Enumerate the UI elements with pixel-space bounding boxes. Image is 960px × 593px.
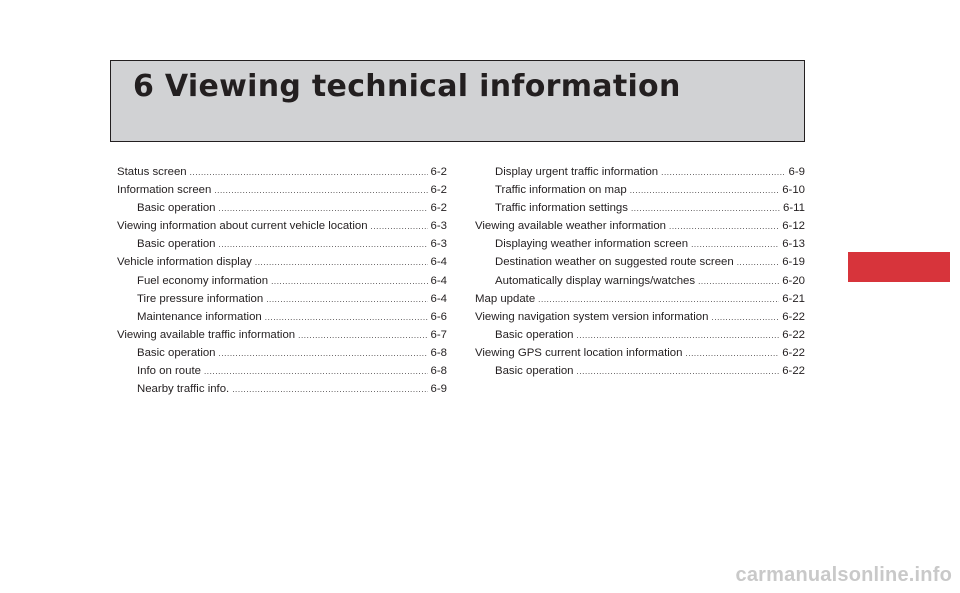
- toc-entry-page: 6-9: [430, 383, 447, 396]
- toc-entry-label: Display urgent traffic information: [495, 166, 659, 178]
- toc-leader-dots: [685, 345, 779, 363]
- toc-leader-dots: [190, 164, 428, 182]
- toc-entry-page: 6-12: [782, 220, 805, 233]
- toc-entry-label: Status screen: [117, 166, 187, 178]
- toc-entry-page: 6-8: [430, 346, 447, 359]
- toc-leader-dots: [255, 254, 428, 272]
- toc-right-column: [475, 163, 805, 380]
- toc-entry-label: Traffic information on map: [495, 184, 627, 197]
- toc-entry-label: Viewing available traffic information: [117, 328, 296, 341]
- toc-entry-page: 6-21: [782, 292, 805, 305]
- toc-subentry[interactable]: [475, 181, 805, 199]
- toc-entry-label: Destination weather on suggested route screen: [495, 256, 734, 269]
- watermark: carmanualsonline.info: [735, 564, 952, 586]
- toc-subentry[interactable]: [475, 163, 805, 181]
- toc-subentry[interactable]: [117, 235, 447, 253]
- toc-entry-label: Basic operation: [137, 238, 216, 251]
- toc-entry[interactable]: [475, 217, 805, 235]
- toc-entry-label: Basic operation: [137, 346, 216, 359]
- toc-leader-dots: [266, 291, 427, 309]
- toc-entry-page: 6-7: [430, 328, 447, 341]
- toc-entry-label: Basic operation: [495, 365, 574, 378]
- toc-entry-label: Displaying weather information screen: [495, 238, 689, 251]
- toc-subentry[interactable]: [117, 272, 447, 290]
- toc-entry-label: Information screen: [117, 184, 212, 197]
- toc-entry-page: 6-11: [783, 202, 805, 215]
- toc-entry-page: 6-2: [430, 184, 447, 197]
- toc-entry-label: Viewing navigation system version information: [475, 310, 709, 323]
- toc-entry-page: 6-4: [430, 292, 447, 305]
- toc-leader-dots: [661, 164, 785, 182]
- toc-leader-dots: [538, 291, 779, 309]
- toc-entry-label: Info on route: [137, 365, 201, 378]
- toc-leader-dots: [698, 273, 779, 291]
- toc-entry-page: 6-19: [782, 256, 805, 269]
- toc-entry-page: 6-22: [782, 310, 805, 323]
- toc-entry-page: 6-3: [430, 238, 447, 251]
- toc-entry-label: Basic operation: [495, 328, 574, 341]
- toc-entry-label: Viewing GPS current location information: [475, 346, 683, 359]
- toc-entry-label: Fuel economy information: [137, 274, 269, 287]
- toc-leader-dots: [630, 182, 780, 200]
- toc-subentry[interactable]: [475, 326, 805, 344]
- toc-entry-page: 6-9: [788, 166, 805, 178]
- toc-entry-label: Nearby traffic info.: [137, 383, 230, 396]
- toc-leader-dots: [265, 309, 428, 327]
- toc-leader-dots: [737, 254, 779, 272]
- toc-subentry[interactable]: [475, 235, 805, 253]
- toc-entry[interactable]: [475, 308, 805, 326]
- chapter-title-box: [110, 60, 805, 142]
- toc-leader-dots: [577, 363, 780, 381]
- toc-subentry[interactable]: [475, 362, 805, 380]
- toc-entry-page: 6-22: [782, 346, 805, 359]
- toc-entry-label: Viewing available weather information: [475, 220, 667, 233]
- toc-subentry[interactable]: [117, 344, 447, 362]
- toc-entry-page: 6-10: [782, 184, 805, 197]
- toc-subentry[interactable]: [475, 199, 805, 217]
- toc-subentry[interactable]: [475, 253, 805, 271]
- toc-entry-page: 6-13: [782, 238, 805, 251]
- toc-leader-dots: [232, 381, 427, 399]
- toc-entry[interactable]: [117, 163, 447, 181]
- toc-subentry[interactable]: [117, 290, 447, 308]
- toc-entry-page: 6-22: [782, 328, 805, 341]
- toc-leader-dots: [371, 218, 428, 236]
- toc-subentry[interactable]: [117, 308, 447, 326]
- toc-leader-dots: [691, 236, 779, 254]
- toc-leader-dots: [298, 327, 427, 345]
- toc-entry-label: Maintenance information: [137, 310, 262, 323]
- toc-entry[interactable]: [117, 217, 447, 235]
- toc-entry[interactable]: [475, 290, 805, 308]
- toc-entry[interactable]: [475, 344, 805, 362]
- toc-leader-dots: [219, 236, 428, 254]
- toc-subentry[interactable]: [117, 199, 447, 217]
- toc-subentry[interactable]: [117, 380, 447, 398]
- toc-entry-page: 6-3: [430, 220, 447, 233]
- toc-leader-dots: [271, 273, 427, 291]
- toc-entry-page: 6-4: [430, 256, 447, 269]
- toc-entry-label: Vehicle information display: [117, 256, 252, 269]
- toc-leader-dots: [204, 363, 428, 381]
- toc-entry-page: 6-6: [430, 310, 447, 323]
- toc-entry[interactable]: [117, 253, 447, 271]
- toc-entry[interactable]: [117, 181, 447, 199]
- toc-entry[interactable]: [117, 326, 447, 344]
- toc-entry-label: Traffic information settings: [495, 202, 628, 215]
- toc-leader-dots: [214, 182, 427, 200]
- toc-entry-label: Viewing information about current vehicle location: [117, 220, 368, 233]
- toc-entry-page: 6-2: [430, 166, 447, 178]
- toc-leader-dots: [711, 309, 779, 327]
- toc-entry-page: 6-2: [430, 202, 447, 215]
- toc-entry-page: 6-20: [782, 274, 805, 287]
- toc-leader-dots: [219, 345, 428, 363]
- toc-leader-dots: [577, 327, 780, 345]
- toc-subentry[interactable]: [475, 272, 805, 290]
- toc-leader-dots: [669, 218, 779, 236]
- toc-entry-page: 6-8: [430, 365, 447, 378]
- toc-leader-dots: [631, 200, 780, 218]
- toc-entry-page: 6-4: [430, 274, 447, 287]
- toc-entry-label: Map update: [475, 292, 536, 305]
- chapter-title: 6 Viewing technical information: [133, 69, 681, 104]
- toc-left-column: [117, 163, 447, 398]
- chapter-tab-marker: [848, 252, 950, 282]
- toc-entry-label: Automatically display warnings/watches: [495, 274, 696, 287]
- toc-entry-label: Basic operation: [137, 202, 216, 215]
- toc-entry-page: 6-22: [782, 365, 805, 378]
- toc-entry-label: Tire pressure information: [137, 292, 264, 305]
- toc-subentry[interactable]: [117, 362, 447, 380]
- toc-leader-dots: [219, 200, 428, 218]
